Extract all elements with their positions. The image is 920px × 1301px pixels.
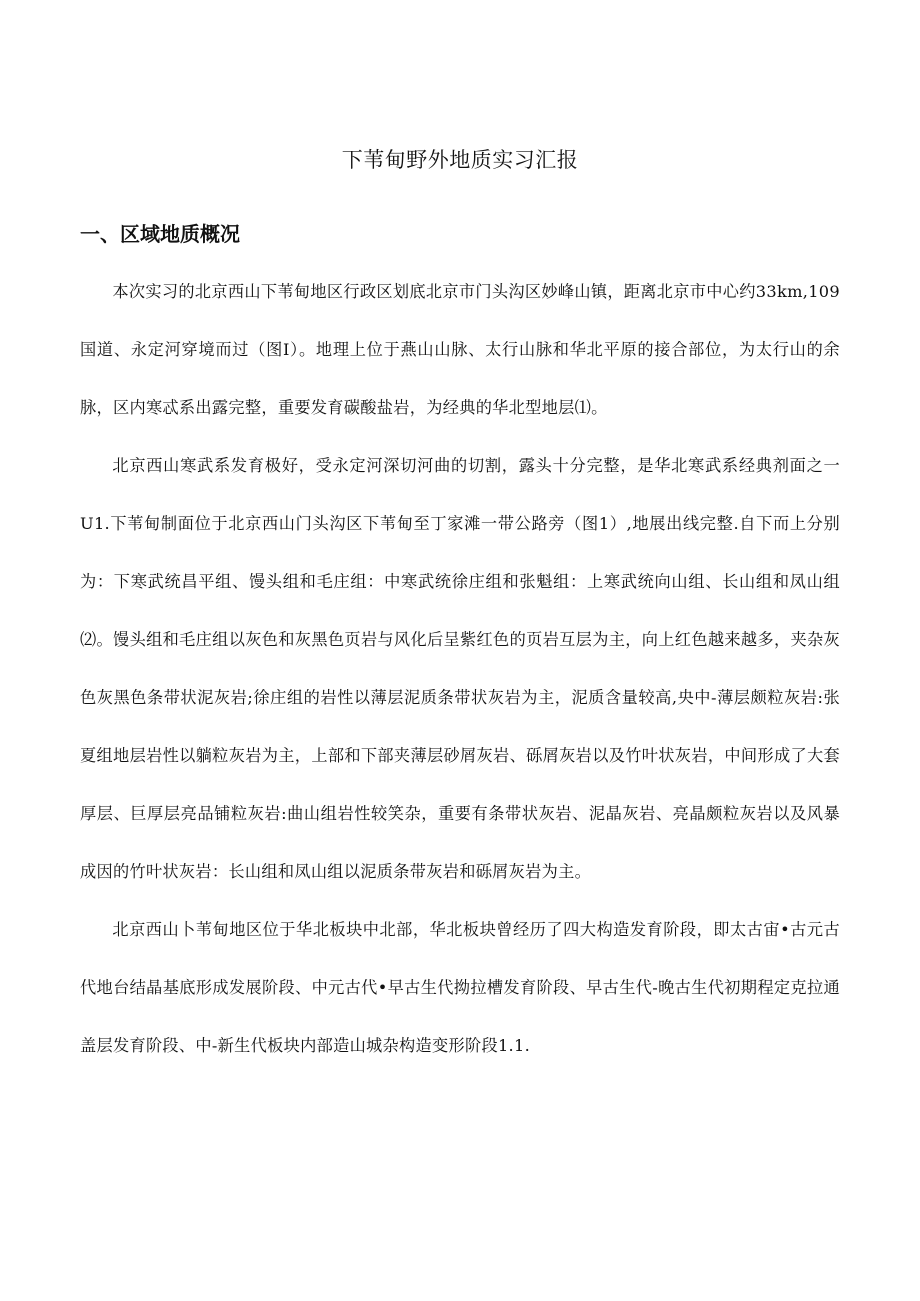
paragraph-tectonic-history: 北京西山卜苇甸地区位于华北板块中北部，华北板块曾经历了四大构造发育阶段，即太古宙•古元古代地台结晶基底形成发展阶段、中元古代•早古生代拗拉槽发育阶段、早古生代-晚古生代初期程定克拉通盖层发育阶段、中-新生代板块内部造山城杂构造变形阶段1.1. [80,920,840,1055]
paragraph-location: 本次实习的北京西山下苇甸地区行政区划底北京市门头沟区妙峰山镇，距离北京市中心约33km,109国道、永定河穿境而过（图I）。地理上位于燕山山脉、太行山脉和华北平原的接合部位，为太行山的余脉，区内寒忒系出露完整，重要发育碳酸盐岩，为经典的华北型地层⑴。 [80,282,840,417]
paragraph-cambrian-strata: 北京西山寒武系发育极好，受永定河深切河曲的切割，露头十分完整，是华北寒武系经典剂面之一U1.下苇甸制面位于北京西山门头沟区下苇甸至丁家滩一带公路旁（图1）,地展出线完整.自下而上分别为：下寒武统昌平组、馒头组和毛庄组：中寒武统徐庄组和张魁组：上寒武统向山组、长山组和凤山组⑵。馒头组和毛庄组以灰色和灰黑色页岩与风化后呈紫红色的页岩互层为主，向上红色越来越多，夹杂灰色灰黑色条带状泥灰岩;徐庄组的岩性以薄层泥质条带状灰岩为主，泥质含量较高,央中-薄层颇粒灰岩:张夏组地层岩性以躺粒灰岩为主，上部和下部夹薄层砂屑灰岩、砾屑灰岩以及竹叶状灰岩，中间形成了大套厚层、巨厚层亮品铺粒灰岩:曲山组岩性较笑杂，重要有条带状灰岩、泥晶灰岩、亮晶颇粒灰岩以及风暴成因的竹叶状灰岩：长山组和凤山组以泥质条带灰岩和砾屑灰岩为主。 [80,456,840,881]
document-title: 下苇甸野外地质实习汇报 [341,148,579,172]
section-heading: 一、区域地质概况 [80,222,240,246]
